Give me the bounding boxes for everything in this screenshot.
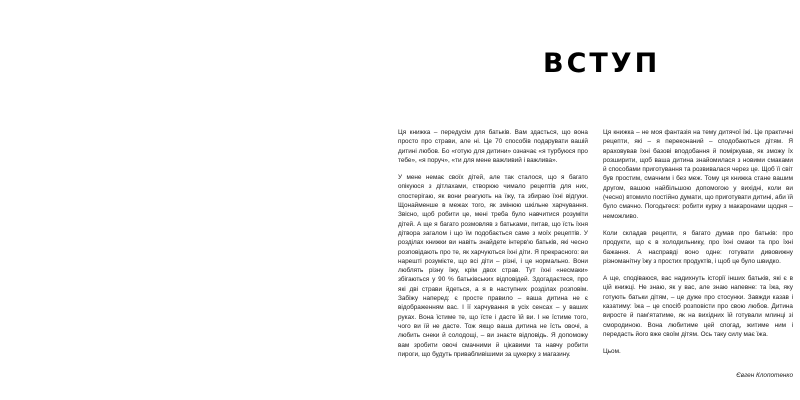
paragraph: Ця книжка – не моя фантазія на тему дитячої їжі. Це практичні рецепти, які – я переконаний – сподобаються дітям. Я враховував їхні базові вподобання й поміркував, як зможу їх розширити, щоб ваша дитина знайомилася з новими смаками й способами приготування та розвивалася через це. Щоб її світ був простим, смачним і без меж. Тому ця книжка стане вашим другом, вашою найбільшою допомогою у вихідні, коли ви (чесно) втомило постійно думати, що приготувати дитині, аби їй було смачно. Погодьтеся: робити курку з макаронами щодня – неможливо. xyxy=(603,129,793,220)
paragraph: Ця книжка – передусім для батьків. Вам здасться, що вона просто про страви, але ні. Це 70 способів подарувати вашій дитині любов. Бо «готую для дитини» означає «я турбуюся про тебе», «я поруч», «ти для мене важливий і важлива». xyxy=(398,129,588,164)
paragraph: А ще, сподіваюся, вас надихнуть історії інших батьків, які є в цій книжці. Не знаю, як у вас, але знаю напевне: та їжа, яку готують батьки дітям, – це дуже про стосунки. Завжди казав і казатиму: їжа – це спосіб розповісти про свою любов. Дитина виросте й пам'ятатиме, як на вихідних їй готували млинці зі смородиною. Вона любитиме цей спогад, житиме ним і передасть його вже своїм дітям. Ось таку силу має їжа. xyxy=(603,275,793,338)
right-text-column xyxy=(603,128,793,380)
paragraph: Коли складав рецепти, я багато думав про батьків: про продукти, що є в холодильнику, про їхні смаки та про їхні бажання. А насправді воно одне: готувати дивовижну різноманітну їжу з простих продуктів, і щоб це було швидко. xyxy=(603,229,793,265)
left-text-column xyxy=(398,128,588,367)
paragraph: Цьом. xyxy=(603,348,621,356)
paragraph: У мене немає своїх дітей, але так сталося, що я багато опікуюся з дітлахами, створюю чимало рецептів для них, спостерігаю, як вони реагують на їжу, та збираю їхні відгуки. Щонайменше в межах того, як змінюю шкільне харчування. Звісно, щоб робити це, мені треба було навчитися розуміти дітей. А ще я багато розмовляв з батьками, питав, що їсть їхня дітвора загалом і що їм подобається саме з моїх рецептів. У розділах книжки ви навіть знайдете інтерв'ю батьків, які чесно розповідають про те, як харчуються їхні діти. Я прекрасного: ви нарешті розумієте, що всі діти – різні, і це нормально. Вони люблять різну їжу, крім двох страв. Тут їхні «несмаки» збігаються у 90 % батьківських відповідей. Здогадаєтеся, про які дві страви йдеться, а я в наступних розділах розповім. Забіжу наперед: є просте правило – ваша дитина не є відображенням вас. І її харчування в усіх сенсах – у ваших руках. Вона їстиме те, що їсте і дасте їй ви. І не їстиме того, чого ви їй не дасте. Тож якщо ваша дитина не їсть овочі, а любить снеки й солодощі, – ви знаєте відповідь. Я допоможу вам зробити овочі смачними й цікавими та навчу робити пироги, що будуть привабливішими за цукерку з магазину. xyxy=(398,174,588,358)
author-signature: Євген Клопотенко xyxy=(736,371,793,379)
page-title: ВСТУП xyxy=(543,48,661,79)
